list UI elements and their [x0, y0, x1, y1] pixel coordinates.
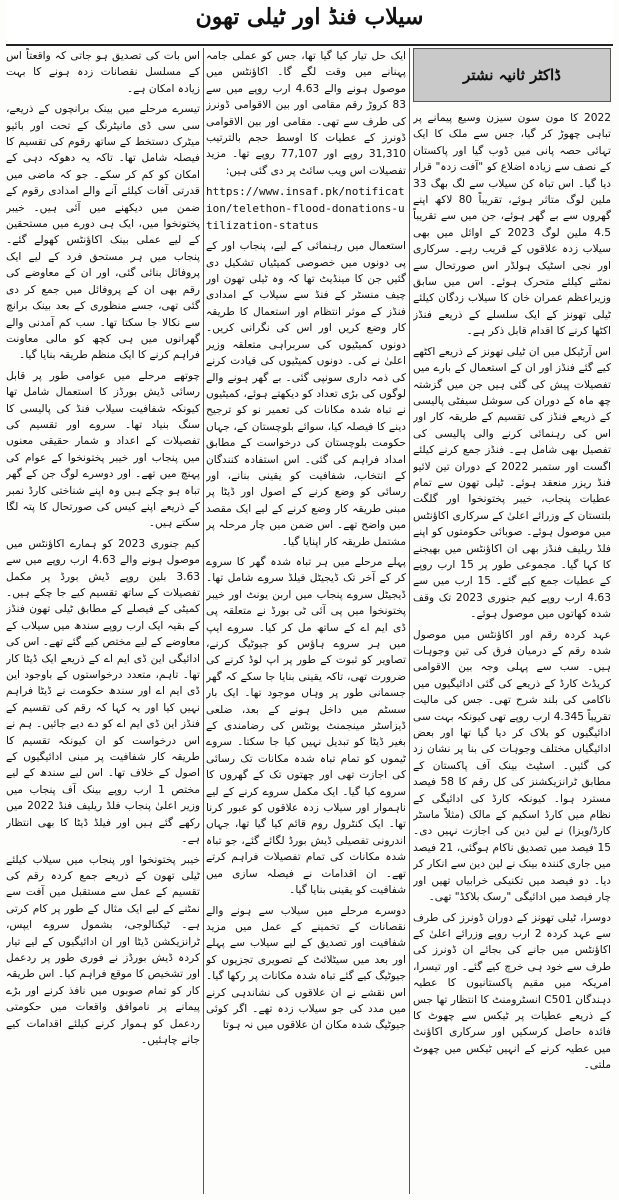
paragraph: دوسرے مرحلے میں سیلاب سے ہونے والے نقصانات کے تخمینے کے عمل میں مزید شفافیت اور تصدیق کے لیے سیلاب سے پہلے اور بعد میں سیٹلائٹ کے تصویری تجزیوں کو جیوٹیگ کیے گئے تباہ شدہ مکانات پر رکھا گیا۔ اس نقشے نے ان علاقوں کی نشاندہی کرنے میں مدد کی جو سیلاب زدہ تھے۔ اگر کوئی جیوٹیگ شدہ مکان ان علاقوں میں نہ ہوتا [206, 904, 406, 1032]
source-url-link[interactable]: https://www.insaf.pk/notification/telethon-flood-donations-utilization-status [206, 185, 405, 233]
paragraph: دوسرا، ٹیلی تھونز کے دوران ڈونرز کی طرف سے عہد کردہ 2 ارب روپے وزرائے اعلیٰ کے اکاؤنٹس میں جانے کی بجائے ان ڈونرز کی طرف سے خود ہی خرچ کیے گئے۔ اور تیسرا، امریکہ میں مقیم پاکستانیوں کا عطیہ دہندگان C501 انسٹرومنٹ کا انتظار تھا جس کے ذریعے عطیات پر ٹیکس سے چھوٹ کا فائدہ حاصل کرسکیں اور سرکاری اکاؤنٹ میں عطیہ کرنے کے انہیں ٹیکس میں چھوٹ ملتی۔ [413, 911, 611, 1072]
paragraph: استعمال میں رہنمائی کے لیے، پنجاب اور کے پی دونوں میں خصوصی کمیٹیاں تشکیل دی گئیں جن کا مینڈیٹ تھا کہ وہ ٹیلی تھون اور چیف منسٹر کے فنڈ سے سیلاب کے امدادی فنڈز کے موثر انتظام اور استعمال کا طریقہ کار وضع کریں اور اس کی نگرانی کریں۔ دونوں کمیٹیوں کی سربراہی متعلقہ وزیر اعلیٰ نے کی۔ دونوں کمیٹیوں کی قیادت کرنے کی ذمہ داری سونپی گئی۔ بے گھر ہونے والے لوگوں کی بڑی تعداد کو دیکھتے ہوئے، کمیٹیوں نے تباہ شدہ مکانات کی تعمیر نو کو ترجیح دینے کا فیصلہ کیا، سوائے بلوچستان کے، جہاں حکومت بلوچستان کی درخواست کے مطابق امداد فراہم کی گئی۔ اس استفادہ کنندگان کے انتخاب، شفافیت کو یقینی بنانے، اور رسائی کو وضع کرنے کے اصول اور ڈیٹا پر مبنی طریقہ کار وضع کرنے کے لیے ایک مقصد میں واضح تھے۔ اس ضمن میں چار مرحلہ پر مشتمل طریقہ کار اپنایا گیا۔ [206, 240, 406, 548]
byline-box [413, 48, 611, 102]
article-column-right [413, 48, 611, 1194]
column-divider [203, 48, 204, 1194]
paragraph: خیبر پختونخوا اور پنجاب میں سیلاب کیلئے ٹیلی تھون کے ذریعے جمع کردہ رقم کی تقسیم کے عمل سے مستقبل میں آفت سے نمٹنے کے لیے ایک مثال کے طور پر کام کرتی ہے۔ ٹیکنالوجی، بشمول سروے ایپس، ٹرانزیکشن ڈیٹا اور ان ادائیگیوں کے لیے تیار کردہ ڈیش بورڈز نے فوری طور پر ردعمل اور تشخیص کا موقع فراہم کیا۔ اس طریقہ کار کو تمام صوبوں میں نافذ کرنے اور بڑے پیمانے پر ناموافق واقعات میں حکومتی ردعمل کو ہموار کرنے کیلئے اقدامات کیے جانے چاہئیں۔ [6, 853, 200, 1046]
paragraph: کیم جنوری 2023 کو ہمارے اکاؤنٹس میں موصول ہونے والے 4.63 ارب روپے میں سے 3.63 بلین روپے ڈیش بورڈ پر مکمل تفصیلات کے ساتھ تقسیم کیے جا چکے ہیں۔ کمیٹی کے فیصلے کے مطابق ٹیلی تھون فنڈز کے بقیہ ایک ارب روپے سندھ میں سیلاب کے معاوضے کے لیے مختص کیے گئے تھے۔ اس کی ادائیگی این ڈی ایم اے کے ذریعے ایک ڈیٹا کار تھا۔ تاہم، متعدد درخواستوں کے باوجود این ڈی ایم اے اور سندھ حکومت نے ڈیٹا فراہم نہیں کیا اور یہ کہا کہ رقم کی تقسیم کے فنڈز این ڈی ایم اے کو دے دیے جائیں۔ ہم نے اس درخواست کو ان کیونکہ تقسیم کا طریقہ کار شفافیت پر مبنی ادائیگیوں کے اصول کے خلاف تھا۔ اس لیے سندھ کے لیے مختص 1 ارب روپے بینک آف پنجاب میں وزیر اعلیٰ پنجاب فلڈ ریلیف فنڈ 2022 میں رکھے گئے ہیں اور فیلڈ ڈیٹا کا بھی انتظار ہے۔ [6, 537, 200, 846]
paragraph: 2022 کا مون سون سیزن وسیع پیمانے پر تباہی چھوڑ کر گیا، جس سے ملک کا ایک تہائی حصہ پانی میں ڈوب گیا اور پاکستان کے نصف سے زیادہ اضلاع کو "آفت زدہ" قرار دیا گیا۔ اس تباہ کن سیلاب سے لگ بھگ 33 ملین لوگ متاثر ہوئے، تقریباً 80 لاکھ اپنے گھروں سے بے گھر ہوئے، جن میں سے تقریباً 4.5 ملین لوگ 2023 کے اوائل میں بھی سیلاب زدہ علاقوں کے قریب رہے۔ سرکاری اور نجی اسٹیک ہولڈر اس صورتحال سے نمٹنے کیلئے متحرک ہوئے۔ اس میں سابق وزیراعظم عمران خان کا سیلاب زدگان کیلئے ٹیلی تھونز کے ایک سلسلے کے ذریعے فنڈز اکٹھا کرنے کا اقدام قابل ذکر ہے۔ [413, 112, 611, 338]
masthead [6, 0, 613, 46]
article-headline: سیلاب فنڈ اور ٹیلی تھون [195, 4, 424, 30]
paragraph: اس بات کی تصدیق ہو جاتی کہ واقعتاً اس کے مسلسل نقصانات زدہ ہونے کا بہت زیادہ امکان ہے۔ [6, 50, 200, 95]
article-column-left [6, 48, 200, 1194]
column-divider [409, 48, 410, 1194]
paragraph: اس آرٹیکل میں ان ٹیلی تھونز کے ذریعے اکٹھے کیے گئے فنڈز اور ان کے استعمال کے بارے میں تفصیلات پیش کی گئی ہیں جن میں گزشتہ چھ ماہ کے دوران کی سوشل سیفٹی پالیسی کے ذریعے فنڈز کی تقسیم کے طریقہ کار اور اس کی رہنمائی کرنے والی پالیسی کی تفصیل بھی شامل ہے۔ فنڈز جمع کرنے کیلئے اگست اور ستمبر 2022 کے دوران تین لائیو فنڈ ریزر منعقد ہوئے۔ ٹیلی تھون سے تمام عطیات پنجاب، خیبر پختونخوا اور گلگت بلتستان کے وزرائے اعلیٰ کے سرکاری اکاؤنٹس میں موصول ہوئے۔ صوبائی حکومتوں کو اپنے فلڈ ریلیف فنڈز بھی ان اکاؤنٹس میں بھیجنے کا کہا گیا۔ مجموعی طور پر 15 ارب روپے کے عطیات جمع کیے گئے۔ 15 ارب میں سے 4.63 ارب روپے کیم جنوری 2023 تک وقف شدہ کھاتوں میں موصول ہوئے۔ [413, 345, 611, 621]
paragraph: چوتھے مرحلے میں عوامی طور پر قابل رسائی ڈیش بورڈز کا استعمال شامل تھا کیونکہ شفافیت سیلاب فنڈ کی پالیسی کا سنگ بنیاد تھا۔ سروے اور تقسیم کی تفصیلات کے اعداد و شمار حقیقی معنوں میں پنجاب اور خیبر پختونخوا کے عوام کی پہنچ میں تھے۔ اور دوسرے لوگ جن کے گھر تباہ ہو چکے ہیں وہ اپنے شناختی کارڈ نمبر کے ذریعے اپنے کیس کی صورتحال کا پتہ لگا سکتے ہیں۔ [6, 369, 200, 530]
article-column-middle [206, 48, 406, 1194]
paragraph: عہد کردہ رقم اور اکاؤنٹس میں موصول شدہ رقم کے درمیان فرق کی تین وجوہات ہیں۔ سب سے پہلی وجہ بین الاقوامی کریڈٹ کارڈ کے ذریعے کی گئی ادائیگیوں میں ناکامی کی بلند شرح تھی۔ جس کی مالیت تقریباً 4.345 ارب روپے تھی کیونکہ بہت سی ادائیگیوں کو بلاک کر دیا گیا تھا اور بعض ادائیگیاں مختلف وجوہات کی بنا پر نشان زد کی گئیں۔ اسٹیٹ بینک آف پاکستان کے مطابق ٹرانزیکشنز کی کل رقم کا 58 فیصد مسترد ہوا۔ کیونکہ کارڈ کی ادائیگی کے نظام میں کارڈ اسکیم کے مالک (مثلاً ماسٹر کارڈ/ویزا) نے لین دین کی اجازت نہیں دی۔ 15 فیصد میں تصدیق ناکام ہوگئی، 21 فیصد میں جاری کنندہ بینک نے لین دین سے انکار کر دیا۔ دو فیصد میں تکنیکی خرابیاں تھیں اور چار فیصد میں ادائیگی "رسک بلاکڈ" تھی۔ [413, 628, 611, 904]
paragraph: پہلے مرحلے میں ہر تباہ شدہ گھر کا سروے کر کے آخر تک ڈیجیٹل فیلڈ سروے شامل تھا۔ ڈیجیٹل سروے پنجاب میں اربن یونٹ اور خیبر پختونخوا میں پی آئی ٹی بورڈ نے متعلقہ پی ڈی ایم اے کے ساتھ مل کر کیا۔ سروے ایپ میں ہر سروے ہاؤس کو جیوٹیگ کرنے، تصاویر کو ثبوت کے طور پر اپ لوڈ کرنے کی ضرورت تھی، تاکہ یقینی بنایا جا سکے کہ گھر جسمانی طور پر وہاں موجود تھا۔ ایک بار سسٹم میں داخل ہونے کے بعد، ضلعی ڈیزاسٹر مینجمنٹ یونٹس کی رضامندی کے بغیر ڈیٹا کو تبدیل نہیں کیا جا سکتا۔ سروے ٹیموں کو تمام تباہ شدہ مکانات تک رسائی کی اجازت تھی اور چھتوں تک کے گھروں کا سروے کیا گیا۔ ایک مکمل سروے کرنے کے لیے ناہموار اور سیلاب زدہ علاقوں کو عبور کرنا تھا۔ ایک کنٹرول روم قائم کیا گیا تھا، جہاں اندرونی تفصیلی ڈیش بورڈ لگائے گئے، جو تباہ شدہ مکانات کی تمام تفصیلات فراہم کرتے تھے۔ ان اقدامات نے فیصلہ سازی میں شفافیت کو یقینی بنایا گیا۔ [206, 555, 406, 897]
paragraph: ایک حل تیار کیا گیا تھا، جس کو عملی جامہ پہنانے میں وقت لگے گا۔ اکاؤنٹس میں موصول ہونے والے 4.63 ارب روپے میں سے 83 کروڑ رقم مقامی اور بین الاقوامی ڈونرز کی طرف سے تھی۔ مقامی اور بین الاقوامی ڈونرز کے عطیات کا اوسط حجم بالترتیب 31,310 روپے اور 77,107 روپے تھا۔ مزید تفصیلات اس ویب سائٹ پر دی گئی ہیں: [206, 50, 406, 177]
author-byline: ڈاکٹر ثانیہ نشتر [463, 65, 561, 84]
paragraph: تیسرے مرحلے میں بینک برانچوں کے ذریعے، سی سی ڈی مانیٹرنگ کے تحت اور بائیو میٹرک دستخط کے ساتھ رقوم کی تقسیم کا فیصلہ شامل تھا۔ تاکہ یہ دھوکہ دہی کے امکان کو کم کر سکے۔ جو کہ ماضی میں قدرتی آفات کیلئے آنے والے امدادی رقوم کے ضمن میں دیکھنے میں آئی ہیں۔ خیبر پختونخوا میں، ایک ہی دورے میں مستحقین کے لیے عملی بینک اکاؤنٹس کھولے گئے۔ پنجاب میں ہر مستحق فرد کے لیے ایک پروفائل بنائی گئی، اور ان کے معاوضے کی رقم بھی ان کے پروفائل میں جمع کر دی گئی تھی، جسے منظوری کے بعد بینک برانچ سے نکالا جا سکتا تھا۔ سب کم آمدنی والے گھرانوں میں ہی کچھ کو مالی معاونت فراہم کرنے کا ایک منظم طریقہ بنایا گیا۔ [6, 103, 200, 362]
